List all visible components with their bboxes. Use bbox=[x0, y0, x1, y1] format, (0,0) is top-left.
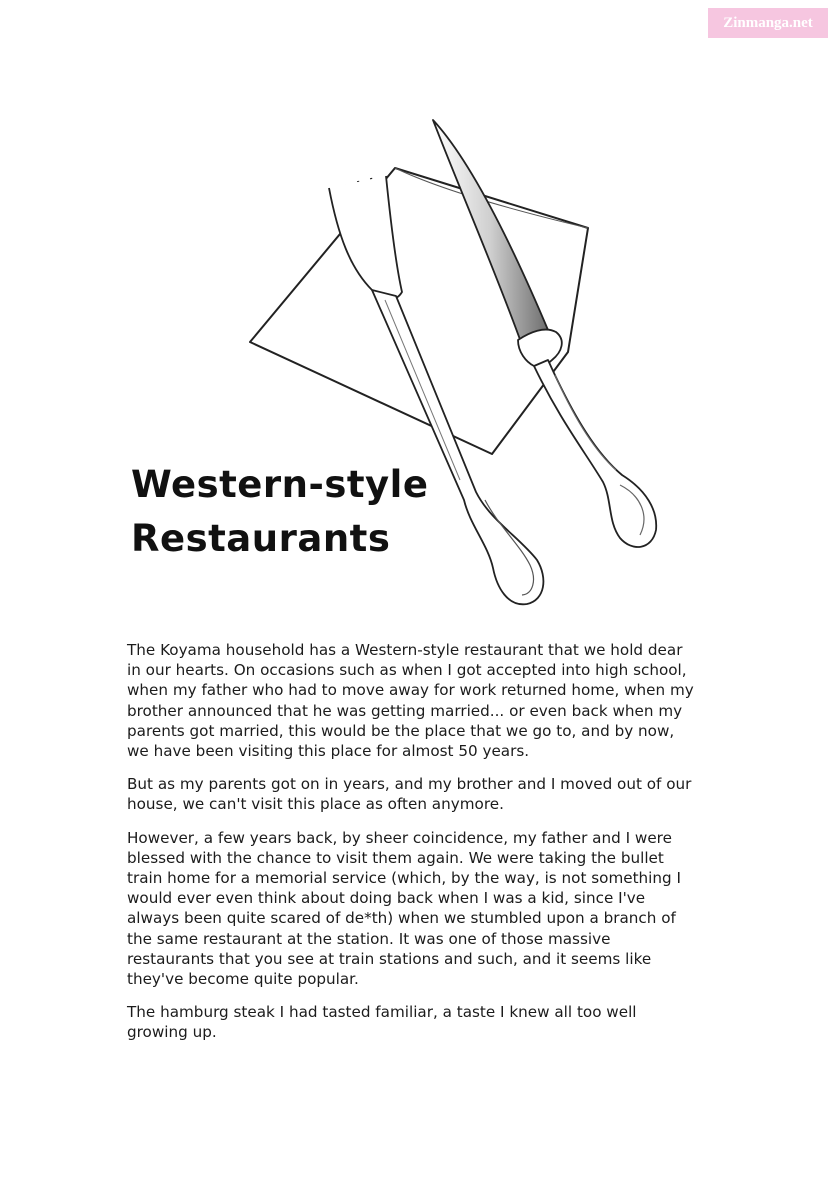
page-title bbox=[131, 458, 428, 566]
paragraph: The hamburg steak I had tasted familiar, a taste I knew all too well growing up. bbox=[127, 1003, 637, 1042]
watermark: Zinmanga.net bbox=[708, 8, 828, 38]
paragraph: However, a few years back, by sheer coincidence, my father and I were blessed with the chance to visit them again. We were taking the bullet train home for a memorial service (which, by the way, is not something I would ever even think about doing back when I was a kid, since I've always been quite scared of de*th) when we stumbled upon a branch of the same restaurant at the station. It was one of those massive restaurants that you see at train stations and such, and it seems like they've become quite popular. bbox=[127, 828, 681, 989]
title-line-1: Western-style bbox=[131, 463, 429, 506]
paragraph: But as my parents got on in years, and my brother and I moved out of our house, we can't visit this place as often anymore. bbox=[127, 775, 692, 814]
paragraph: The Koyama household has a Western-style restaurant that we hold dear in our hearts. On occasions such as when I got accepted into high school, when my father who had to move away for work returned home, when my brother announced that he was getting married... or even back when my parents got married, this would be the place that we go to, and by now, we have been visiting this place for almost 50 years. bbox=[127, 641, 694, 761]
article-body bbox=[127, 640, 699, 1056]
title-line-2: Restaurants bbox=[131, 517, 391, 560]
